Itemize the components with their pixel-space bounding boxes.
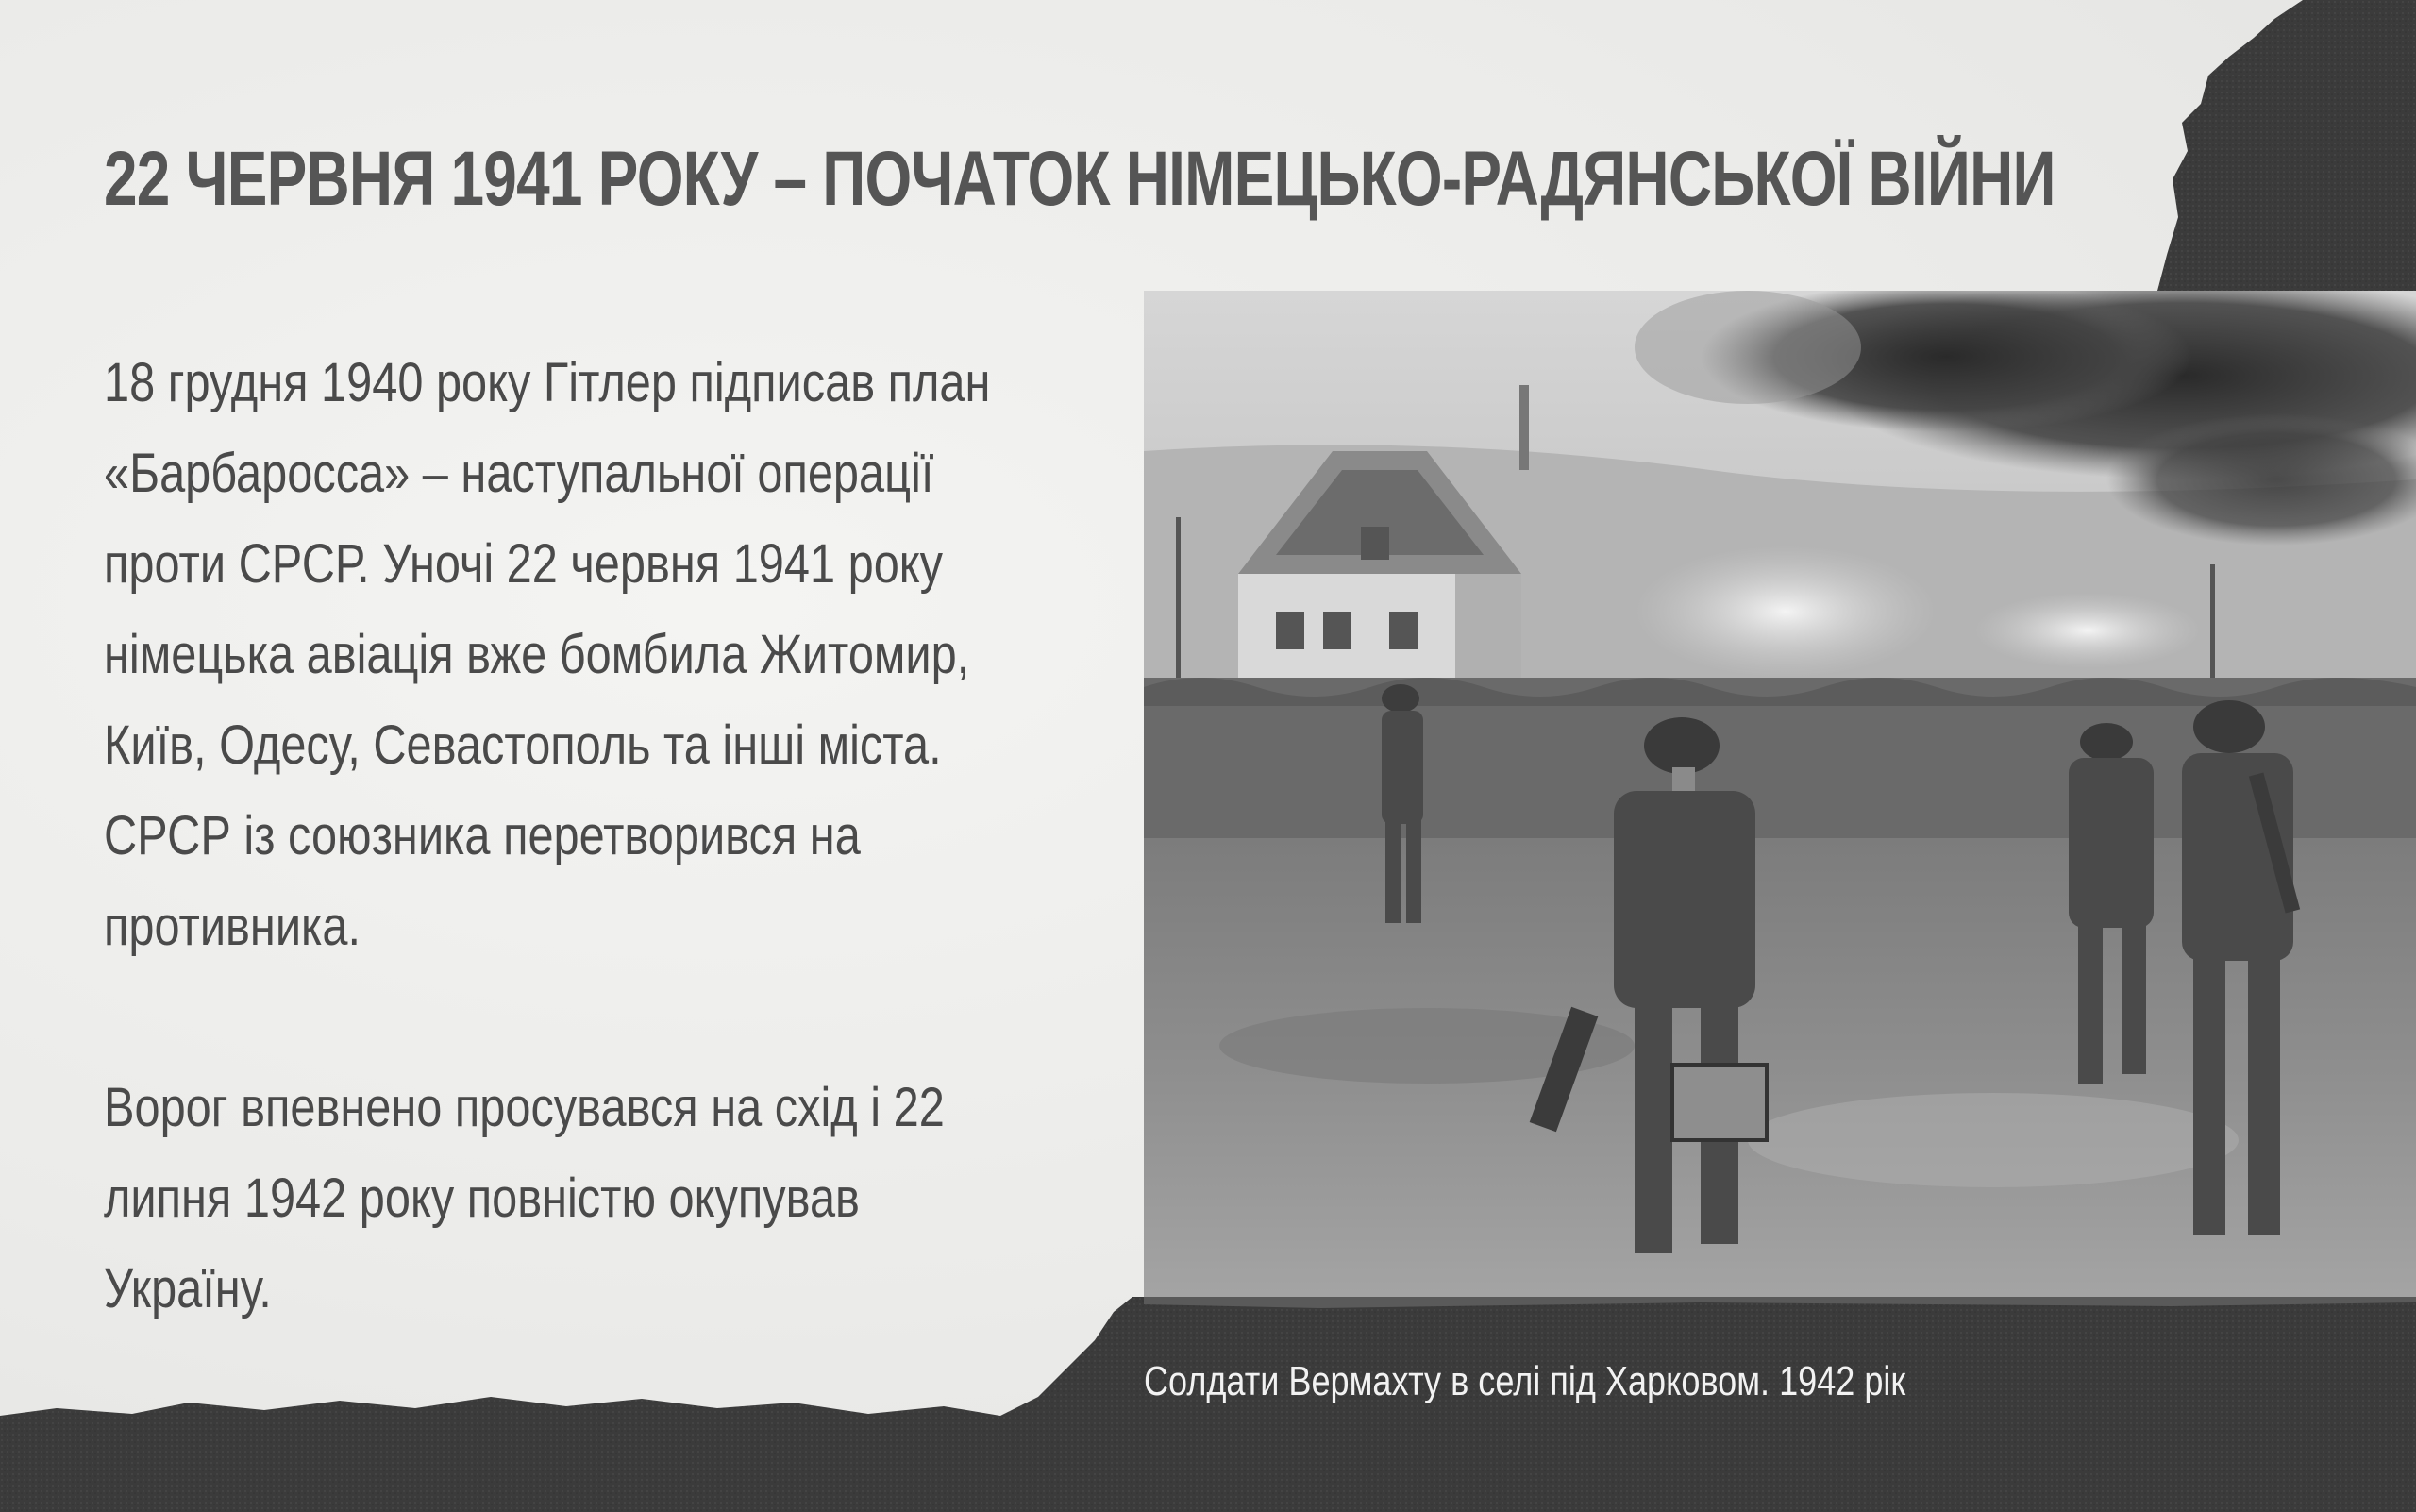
body-text <box>104 338 1087 1335</box>
paragraph-occupation: Ворог впевнено просувався на схід і 22 липня 1942 року повністю окупував Україну. <box>104 1077 945 1319</box>
slide-title: 22 ЧЕРВНЯ 1941 РОКУ – ПОЧАТОК НІМЕЦЬКО-РАДЯНСЬКОЇ ВІЙНИ <box>104 136 2055 222</box>
war-photo <box>1144 291 2416 1297</box>
paragraph-barbarossa: 18 грудня 1940 року Гітлер підписав план «Барбаросса» – наступальної операції проти СРСР. Уночі 22 червня 1941 року німецька авіація вже бомбила Житомир, Київ, Одесу, Севастополь та інші міста. СРСР із союзника перетворився на противника. <box>104 352 991 957</box>
photo-caption: Солдати Вермахту в селі під Харковом. 1942 рік <box>1144 1358 1906 1404</box>
war-photo-illustration <box>1144 291 2416 1297</box>
